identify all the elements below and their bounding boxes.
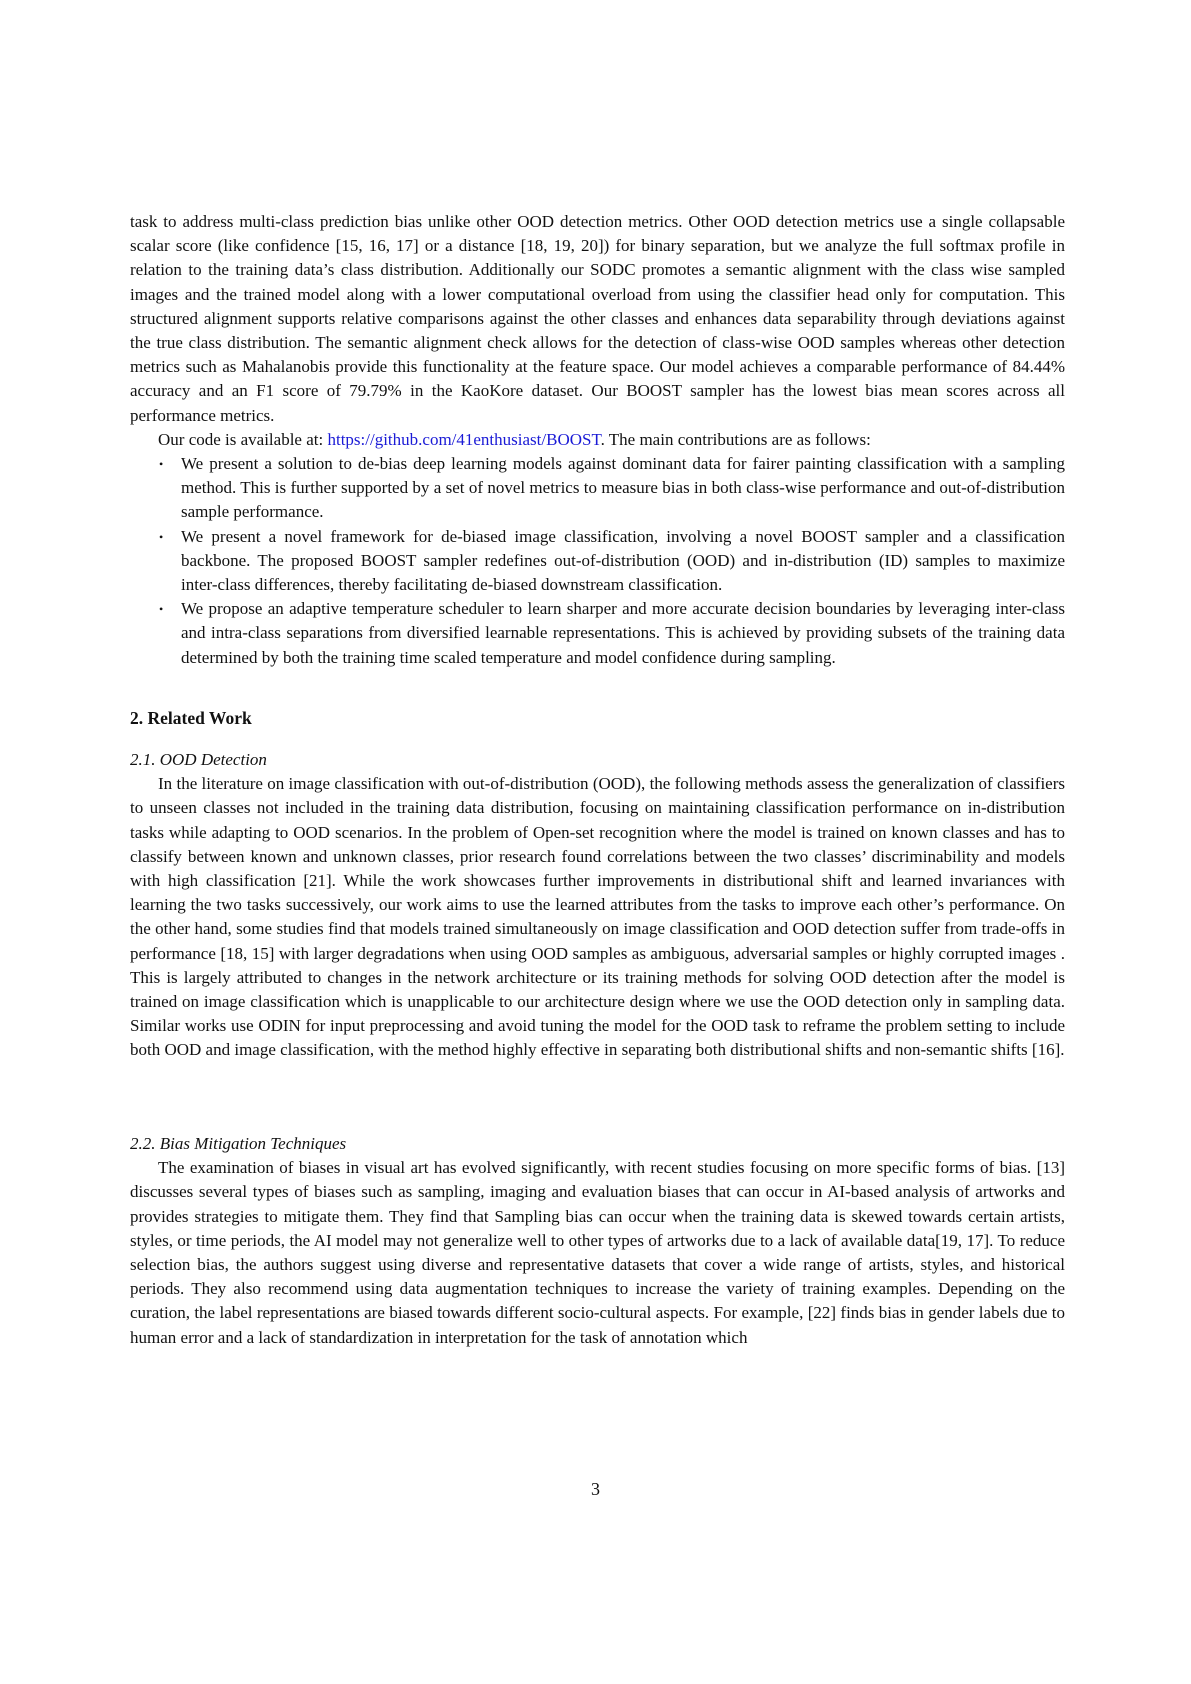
contribution-text: We propose an adaptive temperature scheduler to learn sharper and more accurate decision boundaries by leveraging inter-class and intra-class separations from diversified learnable representations. This is achieved by providing subsets of the training data determined by both the training time scaled temperature and model confidence during sampling. [181,599,1065,667]
bias-mitigation-subsection [130,1132,1065,1350]
contribution-text: We present a novel framework for de-biased image classification, involving a novel BOOST sampler and a classification backbone. The proposed BOOST sampler redefines out-of-distribution (OOD) and in-distribution (ID) samples to maximize inter-class differences, thereby facilitating de-biased downstream classification. [181,526,1065,595]
contribution-item [130,452,1065,525]
page-number: 3 [591,1479,600,1499]
section-heading: 2. Related Work [130,708,252,728]
code-availability-line [130,428,1065,452]
related-work-section [130,706,1065,730]
contribution-item [130,525,1065,598]
subsection-heading: 2.1. OOD Detection [130,750,267,769]
bullet-icon: • [159,602,164,617]
contributions-list [130,452,1065,670]
ood-detection-subsection [130,748,1065,1063]
code-suffix: . The main contributions are as follows: [600,429,871,449]
contribution-item [130,597,1065,670]
intro-block [130,210,1065,670]
intro-paragraph: task to address multi-class prediction bias unlike other OOD detection metrics. Other OOD detection metrics use a single collapsable scalar score (like confidence [15, 16, 17] or a distance [18, 19, 20]) for binary separation, but we analyze the full softmax profile in relation to the training data’s class distribution. Additionally our SODC promotes a semantic alignment with the class wise sampled images and the trained model along with a lower computational overload from using the classifier head only for computation. This structured alignment supports relative comparisons against the other classes and enhances data separability through deviations against the true class distribution. The semantic alignment check allows for the detection of class-wise OOD samples whereas other detection metrics such as Mahalanobis provide this functionality at the feature space. Our model achieves a comparable performance of 84.44% accuracy and an F1 score of 79.79% in the KaoKore dataset. Our BOOST sampler has the lowest bias mean scores across all performance metrics. [130,212,1065,425]
subsection-heading: 2.2. Bias Mitigation Techniques [130,1134,347,1153]
bullet-icon: • [159,529,164,544]
code-prefix: Our code is available at: [158,429,328,449]
code-link[interactable]: https://github.com/41enthusiast/BOOST [327,429,601,449]
bullet-icon: • [159,457,164,472]
ood-paragraph: In the literature on image classification with out-of-distribution (OOD), the following methods assess the generalization of classifiers to unseen classes not included in the training data distribution, focusing on maintaining classification performance on in-distribution tasks while adapting to OOD scenarios. In the problem of Open-set recognition where the model is trained on known classes and has to classify between known and unknown classes, prior research found correlations between the two classes’ discriminability and models with high classification [21]. While the work showcases further improvements in distributional shift and learned invariances with learning the two tasks successively, our work aims to use the learned attributes from the tasks to improve each other’s performance. On the other hand, some studies find that models trained simultaneously on image classification and OOD detection suffer from trade-offs in performance [18, 15] with larger degradations when using OOD samples as ambiguous, adversarial samples or highly corrupted images . This is largely attributed to changes in the network architecture or its training methods for solving OOD detection after the model is trained on image classification which is unapplicable to our architecture design where we use the OOD detection only in sampling data. Similar works use ODIN for input preprocessing and avoid tuning the model for the OOD task to reframe the problem setting to include both OOD and image classification, with the method highly effective in separating both distributional shifts and non-semantic shifts [16]. [130,774,1065,1060]
contribution-text: We present a solution to de-bias deep learning models against dominant data for fairer painting classification with a sampling method. This is further supported by a set of novel metrics to measure bias in both class-wise performance and out-of-distribution sample performance. [181,454,1065,522]
bias-paragraph: The examination of biases in visual art has evolved significantly, with recent studies focusing on more specific forms of bias. [13] discusses several types of biases such as sampling, imaging and evaluation biases that can occur in AI-based analysis of artworks and provides strategies to mitigate them. They find that Sampling bias can occur when the training data is skewed towards certain artists, styles, or time periods, the AI model may not generalize well to other types of artworks due to a lack of available data[19, 17]. To reduce selection bias, the authors suggest using diverse and representative datasets that cover a wide range of artists, styles, and historical periods. They also recommend using data augmentation techniques to increase the variety of training examples. Depending on the curation, the label representations are biased towards different socio-cultural aspects. For example, [22] finds bias in gender labels due to human error and a lack of standardization in interpretation for the task of annotation which [130,1158,1065,1347]
